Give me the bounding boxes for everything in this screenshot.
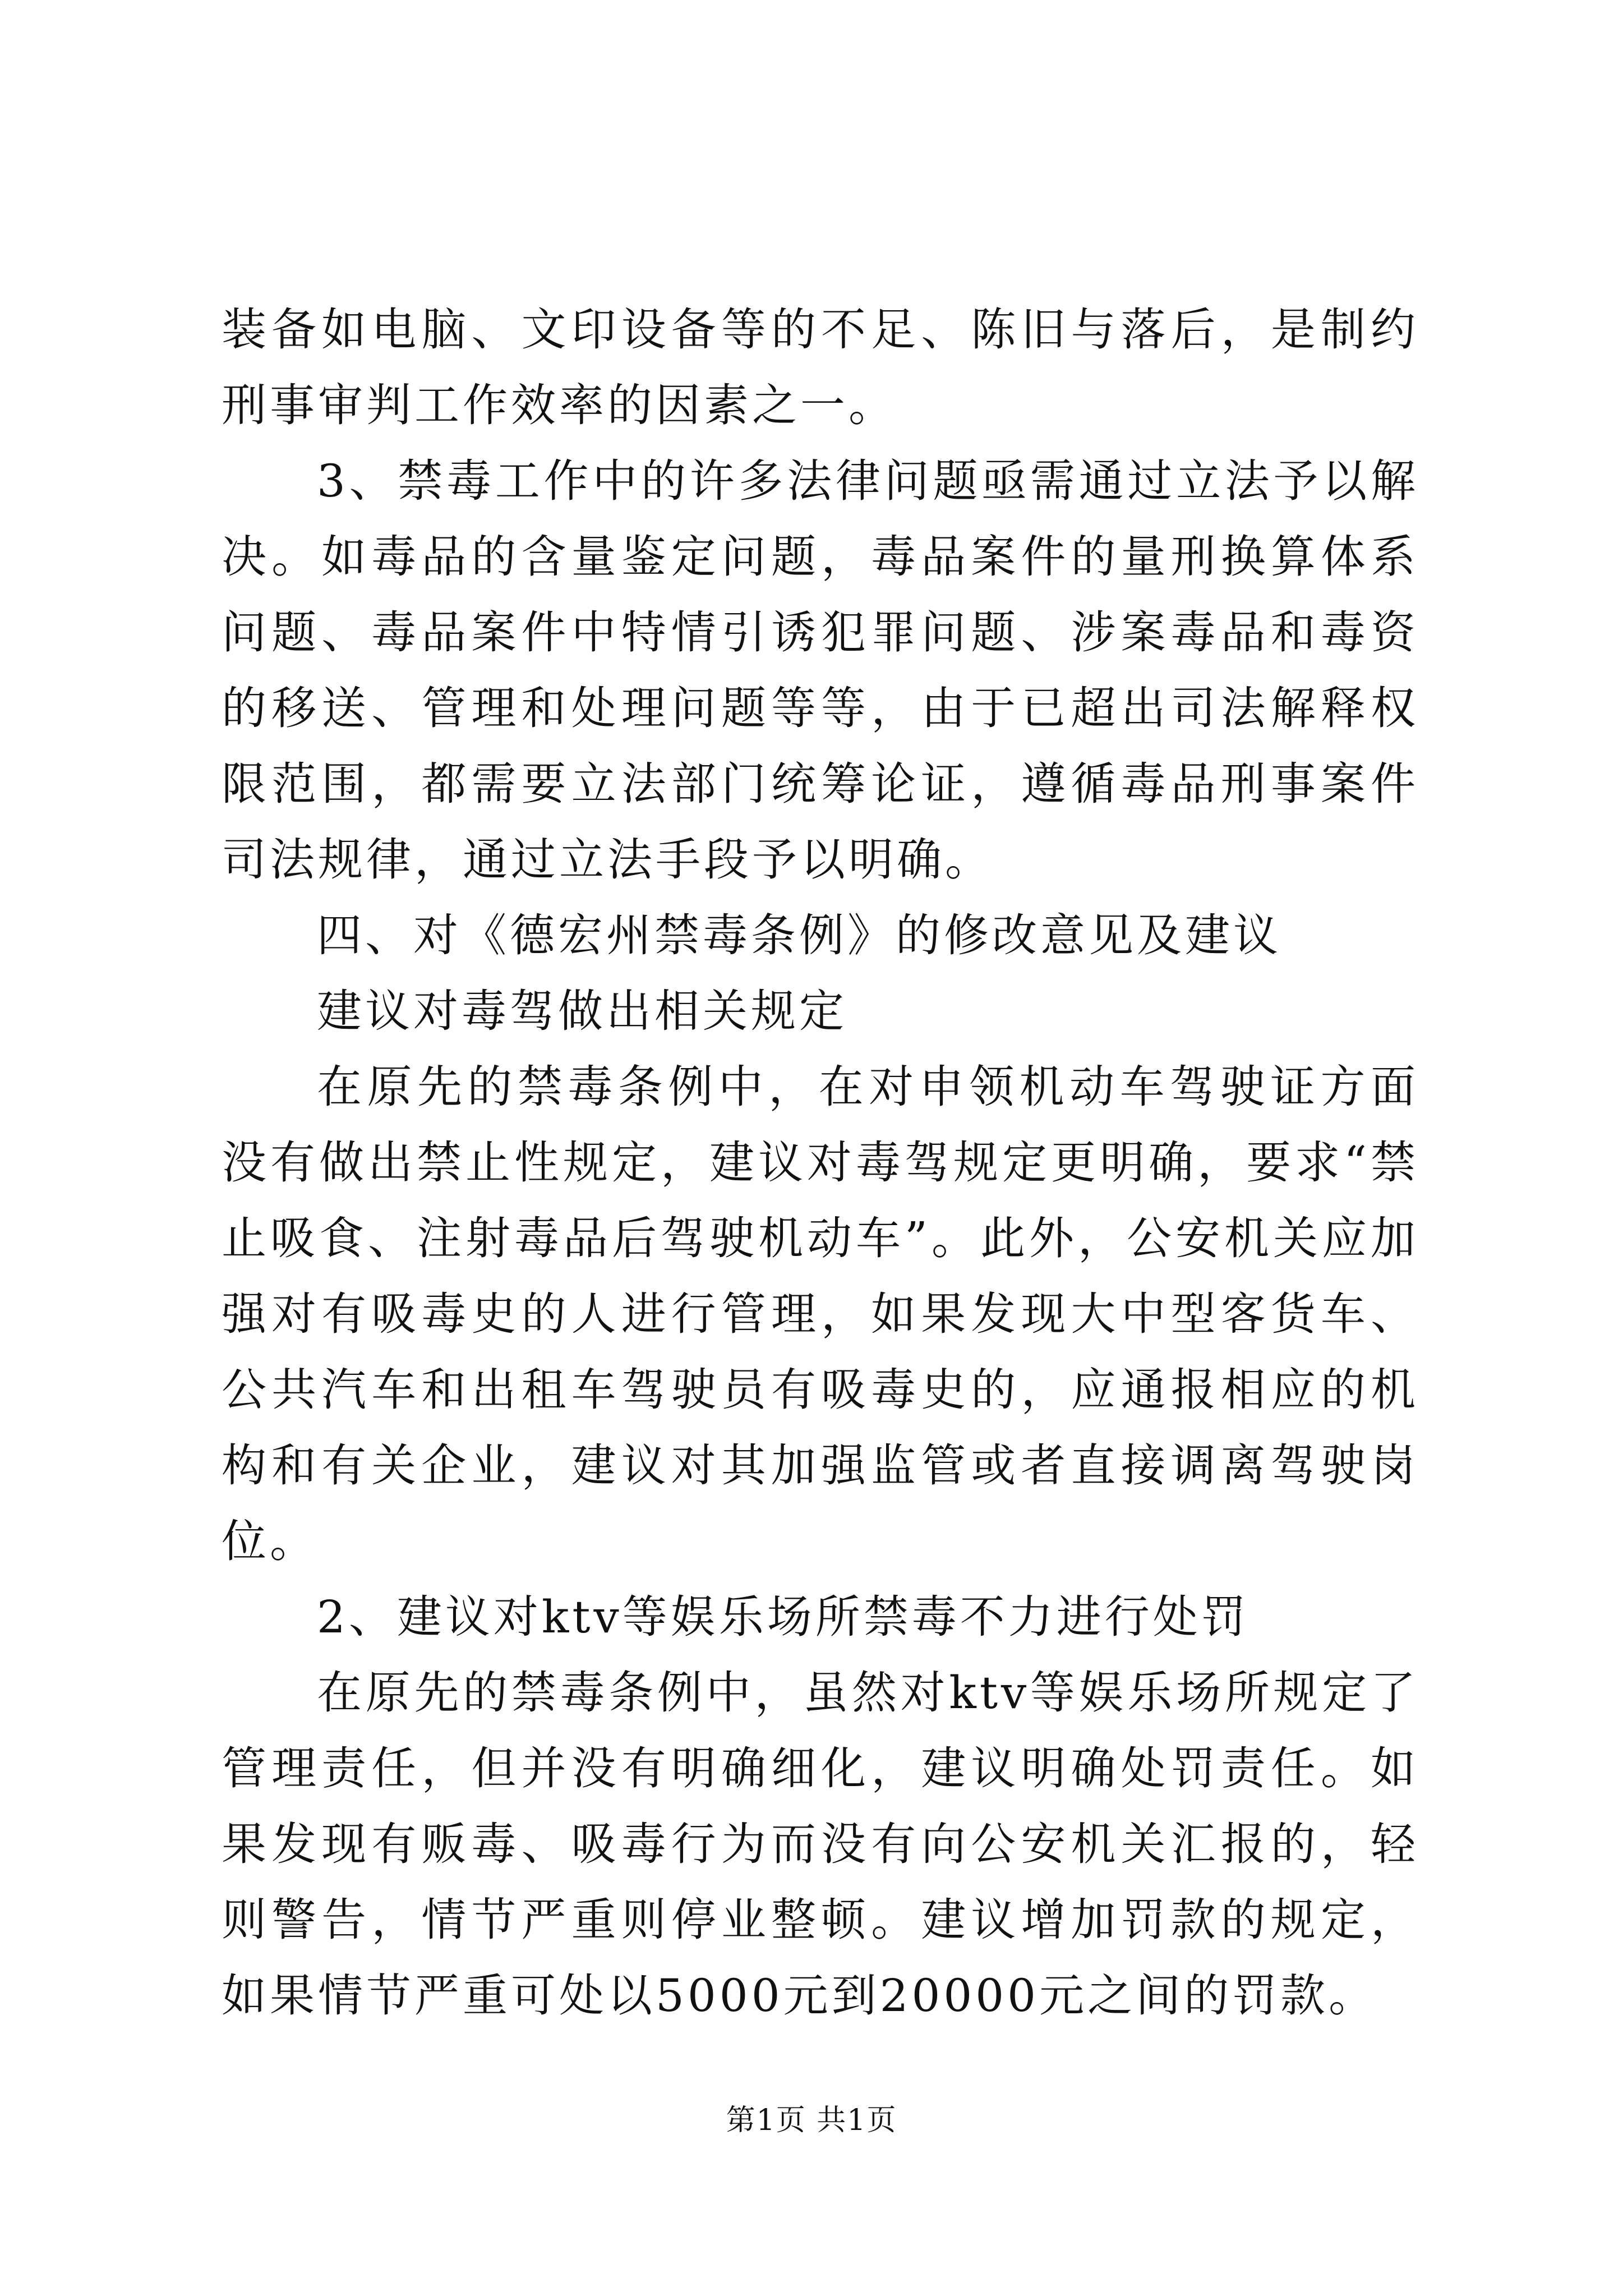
page-number-footer: 第1页 共1页	[726, 2104, 897, 2137]
paragraph-continuation: 装备如电脑、文印设备等的不足、陈旧与落后，是制约刑事审判工作效率的因素之一。	[222, 303, 1419, 431]
paragraph-drug-driving: 在原先的禁毒条例中，在对申领机动车驾驶证方面没有做出禁止性规定，建议对毒驾规定更明确，要求“禁止吸食、注射毒品后驾驶机动车”。此外，公安机关应加强对有吸毒史的人进行管理，如果发现大中型客货车、公共汽车和出租车驾驶员有吸毒史的，应通报相应的机构和有关企业，建议对其加强监管或者直接调离驾驶岗位。	[222, 1061, 1419, 1567]
paragraph-ktv-penalties: 在原先的禁毒条例中，虽然对ktv等娱乐场所规定了管理责任，但并没有明确细化，建议明确处罚责任。如果发现有贩毒、吸毒行为而没有向公安机关汇报的，轻则警告，情节严重则停业整顿。建议增加罚款的规定，如果情节严重可处以5000元到20000元之间的罚款。	[222, 1667, 1419, 2022]
document-body	[222, 292, 1419, 2033]
subheading-ktv-penalties: 2、建议对ktv等娱乐场所禁毒不力进行处罚	[317, 1591, 1249, 1643]
section-heading-amendments: 四、对《德宏州禁毒条例》的修改意见及建议	[317, 909, 1281, 961]
paragraph-legal-issues: 3、禁毒工作中的许多法律问题亟需通过立法予以解决。如毒品的含量鉴定问题，毒品案件的量刑换算体系问题、毒品案件中特情引诱犯罪问题、涉案毒品和毒资的移送、管理和处理问题等等，由于已超出司法解释权限范围，都需要立法部门统筹论证，遵循毒品刑事案件司法规律，通过立法手段予以明确。	[222, 455, 1419, 886]
subheading-drug-driving: 建议对毒驾做出相关规定	[317, 985, 847, 1037]
